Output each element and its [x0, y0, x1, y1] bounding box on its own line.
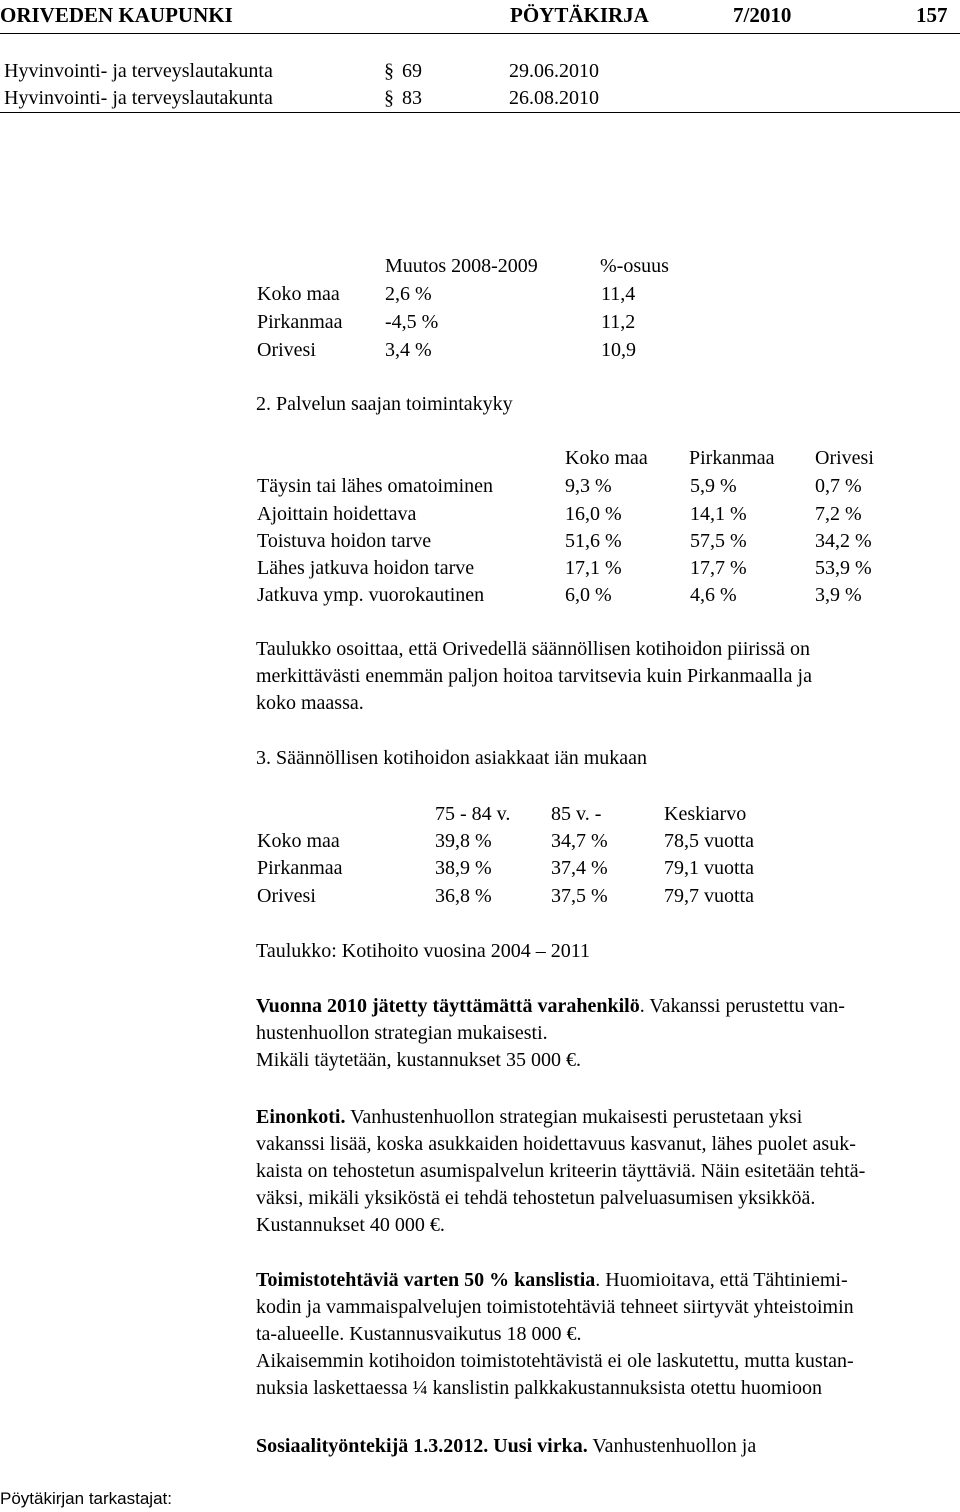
footer-label: Pöytäkirjan tarkastajat:	[0, 1489, 172, 1508]
table-cell: 4,6 %	[690, 584, 737, 606]
row-label: Ajoittain hoidettava	[257, 503, 417, 525]
table-note	[256, 636, 926, 717]
table-cell: 16,0 %	[565, 503, 622, 525]
table-caption: Taulukko: Kotihoito vuosina 2004 – 2011	[256, 940, 590, 962]
column-header: 85 v. -	[551, 803, 602, 825]
issue-number: 7/2010	[733, 3, 792, 27]
table-cell: 0,7 %	[815, 475, 862, 497]
row-label: Orivesi	[257, 339, 316, 361]
section-sign: §	[384, 87, 394, 109]
section-heading: 2. Palvelun saajan toimintakyky	[256, 393, 513, 415]
row-label: Pirkanmaa	[257, 311, 343, 333]
table-cell: 14,1 %	[690, 503, 747, 525]
paragraph-backup-staff	[256, 993, 926, 1074]
committee-name: Hyvinvointi- ja terveyslautakunta	[4, 87, 273, 109]
doc-type: PÖYTÄKIRJA	[510, 3, 649, 27]
paragraph-office-tasks	[256, 1267, 926, 1402]
row-label: Toistuva hoidon tarve	[257, 530, 432, 552]
table-cell: 3,4 %	[385, 339, 432, 361]
table-cell: 36,8 %	[435, 885, 492, 907]
paragraph-text: kaista on tehostetun asumispalvelun kriteerin täyttäviä. Näin esitetään tehtä-	[256, 1160, 866, 1182]
paragraph-text: kodin ja vammaispalvelujen toimistotehtäviä tehneet siirtyvät yhteistoimin	[256, 1296, 854, 1318]
column-header: %-osuus	[600, 255, 669, 277]
paragraph-text: . Huomioitava, että Tähtiniemi-	[595, 1269, 848, 1291]
table-cell: 51,6 %	[565, 530, 622, 552]
note-line: merkittävästi enemmän paljon hoitoa tarvitsevia kuin Pirkanmaalla ja	[256, 665, 812, 687]
table-cell: 34,2 %	[815, 530, 872, 552]
header-rule-2	[0, 112, 960, 113]
meeting-date: 29.06.2010	[509, 60, 599, 82]
table-cell: 53,9 %	[815, 557, 872, 579]
table-cell: 57,5 %	[690, 530, 747, 552]
paragraph-text: Vanhustenhuollon ja	[587, 1435, 757, 1457]
paragraph-text: vakanssi lisää, koska asukkaiden hoidettavuus kasvanut, lähes puolet asuk-	[256, 1133, 856, 1155]
paragraph-text: Kustannukset 40 000 €.	[256, 1214, 445, 1236]
committee-name: Hyvinvointi- ja terveyslautakunta	[4, 60, 273, 82]
row-label: Täysin tai lähes omatoiminen	[257, 475, 494, 497]
section-heading: 3. Säännöllisen kotihoidon asiakkaat iän mukaan	[256, 747, 648, 769]
table-cell: 79,1 vuotta	[664, 857, 754, 879]
paragraph-social-worker	[256, 1433, 926, 1460]
meeting-date: 26.08.2010	[509, 87, 599, 109]
paragraph-text: nuksia laskettaessa ¼ kanslistin palkkakustannuksista otettu huomioon	[256, 1377, 823, 1399]
table-cell: 17,7 %	[690, 557, 747, 579]
column-header: Orivesi	[815, 447, 874, 469]
table-cell: 11,4	[601, 283, 636, 305]
row-label: Lähes jatkuva hoidon tarve	[257, 557, 475, 579]
section-number: 83	[402, 87, 422, 109]
paragraph-text: ta-alueelle. Kustannusvaikutus 18 000 €.	[256, 1323, 582, 1345]
table-cell: 3,9 %	[815, 584, 862, 606]
paragraph-text: Mikäli täytetään, kustannukset 35 000 €.	[256, 1049, 581, 1071]
note-line: koko maassa.	[256, 692, 364, 714]
column-header: 75 - 84 v.	[435, 803, 511, 825]
note-line: Taulukko osoittaa, että Orivedellä säännöllisen kotihoidon piirissä on	[256, 638, 811, 660]
table-cell: 34,7 %	[551, 830, 608, 852]
column-header: Pirkanmaa	[689, 447, 775, 469]
section-sign: §	[384, 60, 394, 82]
page-number: 157	[916, 3, 948, 27]
paragraph-title: Einonkoti.	[256, 1106, 346, 1128]
paragraph-text: . Vakanssi perustettu van-	[639, 995, 845, 1017]
paragraph-text: Aikaisemmin kotihoidon toimistotehtävistä ei ole laskutettu, mutta kustan-	[256, 1350, 854, 1372]
section-number: 69	[402, 60, 422, 82]
row-label: Koko maa	[257, 830, 340, 852]
paragraph-einonkoti	[256, 1104, 926, 1239]
paragraph-title: Toimistotehtäviä varten 50 % kanslistia	[256, 1269, 596, 1291]
table-cell: 17,1 %	[565, 557, 622, 579]
org-name: ORIVEDEN KAUPUNKI	[0, 3, 233, 27]
table-cell: 37,4 %	[551, 857, 608, 879]
paragraph-title: Sosiaalityöntekijä 1.3.2012. Uusi virka.	[256, 1435, 588, 1457]
row-label: Orivesi	[257, 885, 316, 907]
table-cell: 6,0 %	[565, 584, 612, 606]
table-cell: 9,3 %	[565, 475, 612, 497]
header-rule	[0, 33, 960, 34]
table-cell: 78,5 vuotta	[664, 830, 754, 852]
table-cell: 2,6 %	[385, 283, 432, 305]
table-cell: 37,5 %	[551, 885, 608, 907]
column-header: Muutos 2008-2009	[385, 255, 538, 277]
table-cell: 79,7 vuotta	[664, 885, 754, 907]
table-cell: -4,5 %	[385, 311, 439, 333]
row-label: Jatkuva ymp. vuorokautinen	[257, 584, 485, 606]
paragraph-text: Vanhustenhuollon strategian mukaisesti perustetaan yksi	[345, 1106, 803, 1128]
paragraph-text: väksi, mikäli yksiköstä ei tehdä tehostetun palveluasumisen yksikköä.	[256, 1187, 816, 1209]
table-cell: 38,9 %	[435, 857, 492, 879]
column-header: Keskiarvo	[664, 803, 747, 825]
table-cell: 11,2	[601, 311, 636, 333]
paragraph-text: hustenhuollon strategian mukaisesti.	[256, 1022, 548, 1044]
table-cell: 5,9 %	[690, 475, 737, 497]
table-cell: 10,9	[601, 339, 636, 361]
table-cell: 7,2 %	[815, 503, 862, 525]
paragraph-title: Vuonna 2010 jätetty täyttämättä varahenkilö	[256, 995, 640, 1017]
row-label: Pirkanmaa	[257, 857, 343, 879]
row-label: Koko maa	[257, 283, 340, 305]
table-cell: 39,8 %	[435, 830, 492, 852]
column-header: Koko maa	[565, 447, 648, 469]
